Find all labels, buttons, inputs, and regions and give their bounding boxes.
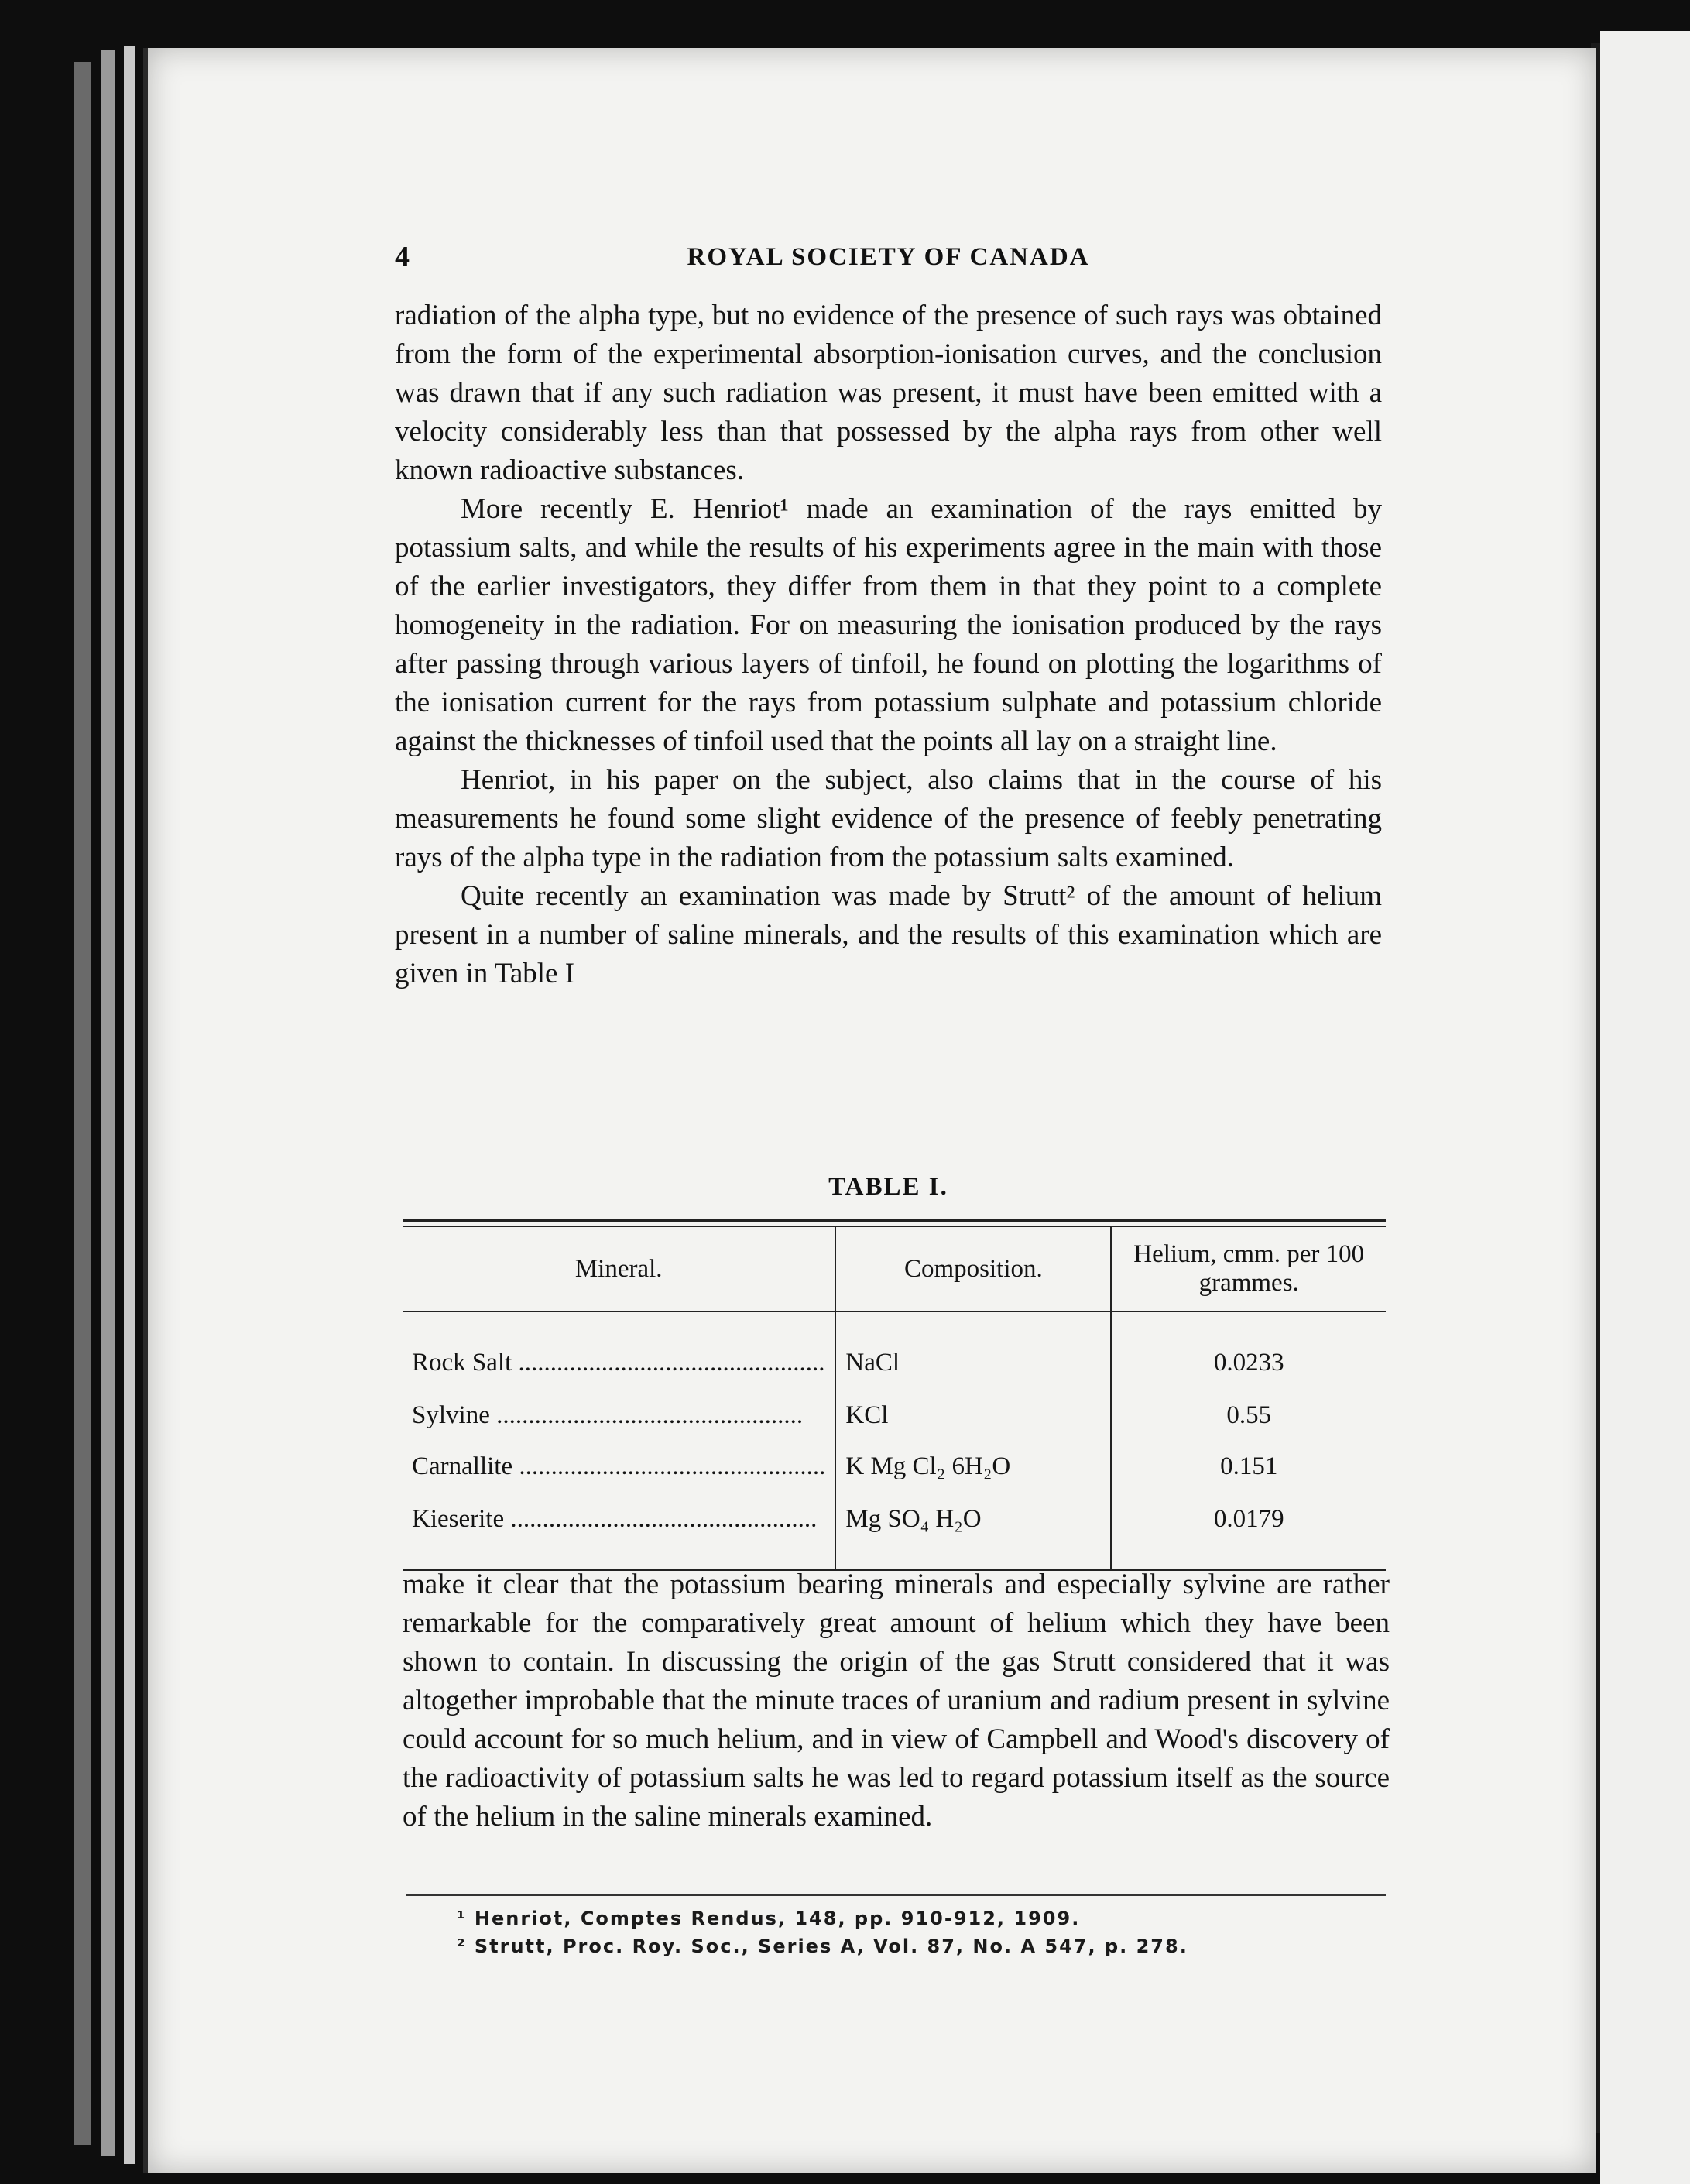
- table-top-rule: [403, 1219, 1386, 1227]
- page-number: 4: [395, 241, 410, 273]
- footnotes: [457, 1905, 1386, 1960]
- footnote-rule: [406, 1894, 1386, 1896]
- footnote: ¹ Henriot, Comptes Rendus, 148, pp. 910-912, 1909.: [457, 1908, 1081, 1929]
- body-text-top: [395, 297, 1382, 993]
- body-text-bottom: [403, 1565, 1390, 1836]
- table-title: TABLE I.: [828, 1173, 948, 1201]
- paragraph: More recently E. Henriot¹ made an examination of the rays emitted by potassium salts, and while the results of his experiments agree in the main with those of the earlier investigators, they differ from them in that they point to a complete homogeneity in the radiation. For on measuring the ionisation produced by the rays after passing through various layers of tinfoil, he found on plotting the logarithms of the ionisation current for the rays from potassium sulphate and potassium chloride against the thicknesses of tinfoil used that the points all lay on a straight line.: [395, 493, 1382, 757]
- mineral-cell: Rock Salt .....: [412, 1349, 825, 1377]
- book-edge-middle: [101, 50, 115, 2156]
- column-header-mineral: Mineral.: [403, 1227, 835, 1311]
- table-header-row: [403, 1227, 1386, 1311]
- mineral-cell: Kieserite .....: [412, 1505, 825, 1534]
- paragraph: Quite recently an examination was made by Strutt² of the amount of helium present in a number of saline minerals, and the results of this examination which are given in Table I: [395, 880, 1382, 989]
- composition-cell: KCl: [835, 1390, 1111, 1441]
- page-header: [395, 240, 1382, 279]
- paragraph: make it clear that the potassium bearing minerals and especially sylvine are rather remarkable for the comparatively great amount of helium which they have been shown to contain. In discussing the origin of the gas Strutt considered that it was altogether improbable that the minute traces of uranium and radium present in sylvine could account for so much helium, and in view of Campbell and Wood's discovery of the radioactivity of potassium salts he was led to regard potassium itself as the source of the helium in the saline minerals examined.: [403, 1569, 1390, 1833]
- composition-cell: K Mg Cl₂ 6H₂O: [835, 1441, 1111, 1492]
- composition-cell: Mg SO₄ H₂O: [835, 1492, 1111, 1569]
- helium-cell: 0.151: [1220, 1452, 1278, 1480]
- book-edge-outer: [74, 62, 91, 2145]
- running-title: ROYAL SOCIETY OF CANADA: [687, 243, 1090, 271]
- data-table: [403, 1219, 1386, 1571]
- helium-cell: 0.0233: [1213, 1348, 1284, 1377]
- helium-cell: 0.0179: [1213, 1504, 1284, 1533]
- helium-cell: 0.55: [1226, 1401, 1272, 1429]
- column-header-composition: Composition.: [835, 1227, 1111, 1311]
- column-header-helium: Helium, cmm. per 100 grammes.: [1111, 1227, 1386, 1311]
- paragraph: radiation of the alpha type, but no evidence of the presence of such rays was obtained from the form of the experimental absorption-ionisation curves, and the conclusion was drawn that if any such radiation was present, it must have been emitted with a velocity considerably less than that possessed by the alpha rays from other well known radioactive substances.: [395, 300, 1382, 486]
- mineral-cell: Carnallite .....: [412, 1452, 825, 1481]
- table-row: [403, 1311, 1386, 1390]
- facing-page: [1600, 31, 1690, 2184]
- footnote: ² Strutt, Proc. Roy. Soc., Series A, Vol. 87, No. A 547, p. 278.: [457, 1935, 1188, 1957]
- composition-cell: NaCl: [835, 1311, 1111, 1390]
- table-row: [403, 1492, 1386, 1569]
- table-row: [403, 1390, 1386, 1441]
- paragraph: Henriot, in his paper on the subject, also claims that in the course of his measurements he found some slight evidence of the presence of feebly penetrating rays of the alpha type in the radiation from the potassium salts examined.: [395, 764, 1382, 873]
- table-row: [403, 1441, 1386, 1492]
- book-edge-inner: [124, 46, 135, 2164]
- mineral-cell: Sylvine .....: [412, 1401, 825, 1430]
